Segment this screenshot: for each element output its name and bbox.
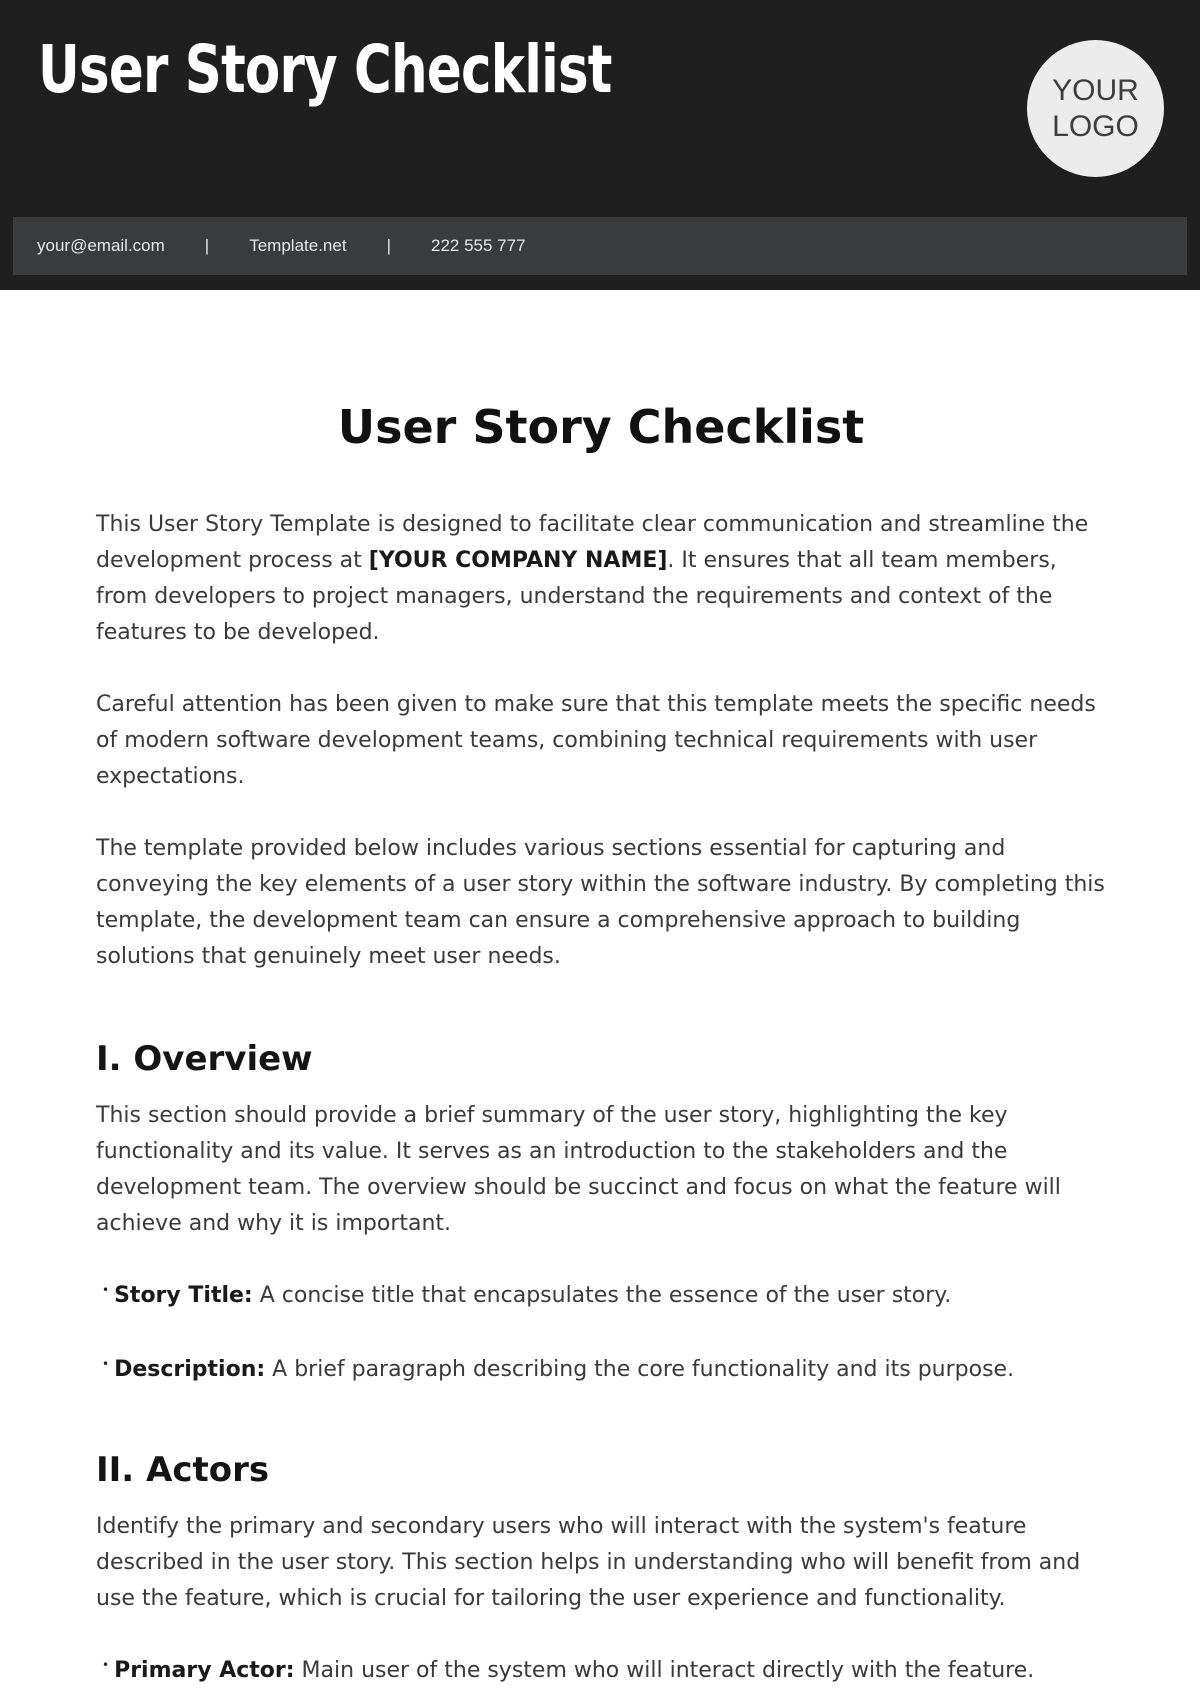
- section-body: This section should provide a brief summary of the user story, highlighting the key functionality and its value. It serves as an introduction to the stakeholders and the development team. The overview should be succinct and focus on what the feature will achieve and why it is important.: [96, 1102, 1061, 1236]
- bullet-label: Description:: [114, 1356, 266, 1382]
- section-heading-actors: II. Actors: [96, 1449, 270, 1490]
- bullet-text: A concise title that encapsulates the essence of the user story.: [252, 1282, 952, 1308]
- contact-separator: |: [386, 236, 391, 255]
- contact-bar: [13, 217, 1187, 275]
- intro-paragraph: Careful attention has been given to make sure that this template meets the specific needs of modern software development teams, combining technical requirements with user expectations.: [96, 692, 1096, 790]
- bullet-icon: •: [102, 1282, 110, 1297]
- logo: [1027, 40, 1164, 177]
- bullet-text: A brief paragraph describing the core functionality and its purpose.: [265, 1356, 1015, 1382]
- bullet-label: Story Title:: [114, 1282, 253, 1308]
- intro-paragraph: [96, 507, 1106, 651]
- document-body: [96, 400, 1106, 1691]
- bullet-text: Main user of the system who will interact directly with the feature.: [294, 1657, 1035, 1683]
- list-item: [96, 1352, 1106, 1390]
- bullet-icon: •: [102, 1356, 110, 1371]
- contact-phone: 222 555 777: [430, 236, 526, 255]
- document-title: User Story Checklist: [337, 400, 865, 454]
- contact-separator: |: [204, 236, 210, 255]
- bullet-label: Primary Actor:: [114, 1657, 295, 1683]
- list-item: [96, 1278, 1106, 1316]
- contact-email[interactable]: your@email.com: [37, 236, 165, 255]
- company-name-placeholder: [YOUR COMPANY NAME]: [368, 548, 668, 574]
- header: [0, 0, 1200, 290]
- intro-text: This User Story Template is designed to facilitate clear communication and streamline the development process at: [96, 512, 1089, 574]
- section-heading-overview: I. Overview: [96, 1039, 313, 1080]
- bullet-icon: •: [102, 1657, 110, 1672]
- list-item: [96, 1653, 1106, 1691]
- contact-website[interactable]: Template.net: [249, 236, 347, 255]
- logo-text: YOUR LOGO: [1052, 73, 1139, 143]
- intro-text: . It ensures that all team members, from developers to project managers, understand the requirements and context of the features to be developed.: [96, 548, 1057, 646]
- intro-paragraph: The template provided below includes various sections essential for capturing and conveying the key elements of a user story within the software industry. By completing this template, the development team can ensure a comprehensive approach to building solutions that genuinely meet user needs.: [96, 836, 1105, 970]
- header-title: User Story Checklist: [38, 31, 612, 108]
- section-body: Identify the primary and secondary users who will interact with the system's feature described in the user story. This section helps in understanding who will benefit from and use the feature, which is crucial for tailoring the user experience and functionality.: [96, 1513, 1081, 1611]
